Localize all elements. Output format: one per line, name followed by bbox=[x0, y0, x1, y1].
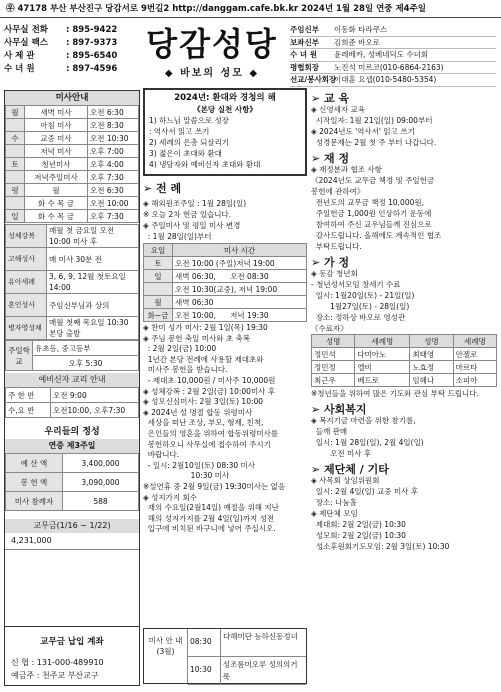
staff-name: 이동화 타라쿠스 bbox=[334, 25, 388, 34]
contact-label: 수 녀 원 bbox=[4, 64, 35, 74]
text-line: 장소: 나눔홀 bbox=[311, 498, 357, 507]
section-marker: ➢ bbox=[311, 152, 325, 165]
school-table bbox=[5, 340, 139, 371]
mass-day: 일 bbox=[6, 210, 25, 223]
notice-item: 3) 젊은이 초대와 환대 bbox=[149, 149, 222, 158]
prayer-row bbox=[6, 388, 139, 403]
section-jaejeong-title bbox=[311, 153, 497, 164]
text-line: ◈ 찬미 성가 미사: 2월 1일(목) 19:30 bbox=[143, 323, 268, 332]
mass-name: 청년미사 bbox=[25, 158, 88, 171]
jr-table bbox=[143, 243, 307, 322]
section-title-text: 제단체 / 기타 bbox=[324, 463, 389, 476]
page-title: 당감성당 bbox=[146, 25, 278, 63]
bottom-mid-box bbox=[143, 628, 307, 684]
staff-role: 수 녀 원 bbox=[290, 50, 317, 59]
mass-name: 화 수 목 금 bbox=[25, 210, 88, 223]
graduate-header-cell: 성명 bbox=[312, 335, 355, 348]
contact-value: 897-9373 bbox=[72, 38, 118, 48]
info-row bbox=[6, 225, 139, 248]
text-line: 주일헌금 1,000원 인상하기 운동에 bbox=[311, 209, 432, 218]
bottom-mid-text: 성조롬미오루 성의의거룩 bbox=[222, 660, 298, 681]
text-line: 참여하여 주신 교우님들께 진심으로 bbox=[311, 220, 432, 229]
section-title-text: 가 정 bbox=[324, 256, 350, 269]
mass-name: 교중 미사 bbox=[25, 132, 88, 145]
mass-day: 평 bbox=[6, 184, 25, 197]
graduate-cell: 다미아노 bbox=[355, 348, 410, 361]
school-row: 오후 5:30 bbox=[33, 356, 139, 371]
text-line: 부탁드립니다. bbox=[311, 242, 362, 251]
notice-box bbox=[143, 88, 307, 176]
contact-row bbox=[4, 24, 128, 37]
staff-name: 이대훈 요셉(010-5480-5354) bbox=[334, 75, 437, 84]
staff-row bbox=[290, 49, 496, 62]
mass-day: 월 bbox=[6, 106, 25, 119]
bottom-mid-label: 미사 안 내 (3월) bbox=[144, 629, 188, 683]
section-marker: ➢ bbox=[311, 92, 325, 105]
text-line: : 1월 28일(일)부터 bbox=[143, 232, 212, 241]
text-line: 재의 수요일(2월14일) 예절을 위해 지난 bbox=[143, 503, 279, 513]
left-column bbox=[4, 90, 140, 686]
jr-day bbox=[144, 283, 173, 296]
account-line: 예금주 : 천주교 부산교구 bbox=[11, 671, 99, 680]
contact-colon: : bbox=[66, 38, 73, 48]
mass-name: 저녁 미사 bbox=[25, 145, 88, 158]
stats-label: 미사 참례자 bbox=[6, 492, 63, 511]
graduate-cell: 임혜나 bbox=[410, 374, 453, 387]
text-line: - 청년성서모임 창세기 수료 bbox=[311, 280, 401, 289]
contact-colon: : bbox=[66, 64, 73, 74]
graduate-header bbox=[312, 335, 497, 348]
mass-name: 화 수 목 금 bbox=[25, 197, 88, 210]
graduate-header-cell: 세례명 bbox=[453, 335, 496, 348]
jr-row bbox=[144, 257, 307, 270]
graduate-cell: 베드로 bbox=[355, 374, 410, 387]
graduate-cell: 노효정 bbox=[410, 361, 453, 374]
notice-item: 4) 냉담자와 예비신자 초대와 환대 bbox=[149, 160, 261, 169]
mass-time: 오후 7:30 bbox=[88, 210, 139, 223]
contact-value: 895-9422 bbox=[72, 25, 118, 35]
notice-sub: 《본당 실천 사항》 bbox=[193, 105, 257, 114]
text-line: ◈ 주님 봉헌 축일 미사와 초 축복 bbox=[143, 333, 251, 343]
section-title-text: 사회복지 bbox=[324, 403, 367, 416]
text-line: 바랍니다. bbox=[143, 450, 180, 460]
mass-day: 토 bbox=[6, 158, 25, 171]
section-jedan-title bbox=[311, 464, 497, 475]
mass-name: 저녁주일미사 bbox=[25, 171, 88, 184]
section-marker: ➢ bbox=[311, 256, 325, 269]
graduate-cell: 최근우 bbox=[312, 374, 355, 387]
stats-value: 588 bbox=[63, 492, 139, 511]
section-marker: ➢ bbox=[311, 403, 325, 416]
mass-row bbox=[6, 158, 139, 171]
jr-header-cell: 미사 시간 bbox=[173, 244, 307, 257]
stats-row bbox=[6, 473, 139, 492]
text-line: 성모회: 2월 2일(금) 10:30 bbox=[311, 531, 406, 540]
text-line: ◈ 재정분과 협조 사항 bbox=[311, 165, 382, 174]
text-line: 오전 미사 후 bbox=[311, 449, 372, 458]
contact-label: 사무실 전화 bbox=[4, 25, 49, 35]
text-line: ◈ 주일미사 및 평일 미사 변경 bbox=[143, 221, 241, 230]
graduate-cell: 정민정 bbox=[312, 361, 355, 374]
contact-list bbox=[4, 24, 128, 76]
account-box bbox=[5, 626, 139, 685]
mass-time: 오후 7:30 bbox=[88, 171, 139, 184]
section-title-text: 전 례 bbox=[156, 182, 182, 195]
staff-row bbox=[290, 62, 496, 75]
section-title-text: 재 정 bbox=[324, 152, 350, 165]
stats-value: 3,090,000 bbox=[63, 473, 139, 492]
graduate-row bbox=[312, 374, 497, 387]
account-line: 신 협 : 131-000-489910 bbox=[11, 658, 104, 667]
text-line: 성소후원회기도모임: 2월 3일(토) 10:30 bbox=[311, 542, 450, 551]
info-text: 매월 첫째 목요일 10:30 본당 출발 bbox=[47, 317, 139, 340]
mass-time: 오후 7:00 bbox=[88, 145, 139, 158]
jr-row bbox=[144, 270, 307, 283]
right-column bbox=[311, 88, 497, 688]
period-value: 4,231,000 bbox=[5, 533, 139, 550]
text-line: 은인들의 영혼을 위하여 합동위령미사를 bbox=[143, 428, 279, 438]
stats-label: 봉 헌 액 bbox=[6, 473, 63, 492]
text-line: ◈ 성모신심미사: 2월 3일(토) 10:00 bbox=[143, 397, 264, 407]
section-gajeong-title bbox=[311, 257, 497, 268]
notice-item: 1) 하느님 말씀으로 성장 bbox=[149, 116, 230, 125]
mass-day bbox=[6, 197, 25, 210]
contact-row bbox=[4, 37, 128, 50]
page-subtitle: ◆ 바보의 성모 ◆ bbox=[164, 68, 260, 79]
jr-text: 오전 10:00, 저녁 19:30 bbox=[173, 309, 307, 322]
contact-value: 895-6540 bbox=[72, 51, 118, 61]
text-line: ◈ 해외원조주일 : 1월 28일(일) bbox=[143, 199, 247, 208]
text-line: 해의 성지가지를 2월 4일(일)까지 성전 bbox=[143, 513, 275, 523]
text-line: 전년도의 교무금 책정 10,000원, bbox=[311, 198, 424, 207]
jr-row bbox=[144, 296, 307, 309]
text-line: 1월27일(토) - 28일(일) bbox=[311, 302, 410, 311]
info-label: 혼인성사 bbox=[6, 294, 47, 317]
mass-name: 월 bbox=[25, 184, 88, 197]
mass-day bbox=[6, 119, 25, 132]
jr-text: 새벽 06:30 bbox=[173, 296, 307, 309]
text-line: ◈ 동감 청년회 bbox=[311, 269, 358, 278]
stats-title: 우리들의 정성 bbox=[44, 427, 100, 437]
title-block bbox=[136, 24, 288, 82]
info-label: 유아세례 bbox=[6, 271, 47, 294]
mass-time: 오전 10:00 bbox=[88, 197, 139, 210]
contact-label: 사 제 관 bbox=[4, 51, 35, 61]
mass-table bbox=[5, 105, 139, 223]
text-line: 미사주 봉헌을 받습니다. bbox=[143, 365, 228, 375]
graduate-row bbox=[312, 348, 497, 361]
staff-role: 보좌신부 bbox=[290, 37, 319, 47]
stats-table bbox=[5, 453, 139, 511]
info-text: 매월 첫 금요일 오전 10:00 미사 후 bbox=[47, 225, 139, 248]
middle-column bbox=[143, 88, 307, 688]
period-label: 교무금(1/16 ~ 1/22) bbox=[5, 519, 139, 533]
text-line: ◈ 사목회 상임위원회 bbox=[311, 476, 380, 485]
text-line: ◈ 복지기금 마련을 위한 참기름, bbox=[311, 416, 416, 425]
jr-header-row bbox=[144, 244, 307, 257]
text-line: 시작일자: 1월 21일(일) 09:00부터 bbox=[311, 116, 433, 125]
contact-label: 사무실 팩스 bbox=[4, 38, 49, 48]
mass-time: 오전 6:30 bbox=[88, 106, 139, 119]
staff-role: 선교/봉사회장 bbox=[290, 75, 337, 84]
prayer-table bbox=[5, 387, 139, 418]
prayer-time: 오전 9:00 bbox=[51, 388, 139, 403]
text-line: 1년간 본당 전례에 사용할 제대초와 bbox=[143, 354, 264, 364]
prayer-time: 오전10:00, 오후7:30 bbox=[51, 403, 139, 418]
graduate-row bbox=[312, 361, 497, 374]
section-marker: ➢ bbox=[311, 463, 325, 476]
info-row bbox=[6, 317, 139, 340]
text-line: ※설연휴 중 2월 9일(금) 19:30미사는 없음 bbox=[143, 481, 286, 491]
graduate-header-cell: 세례명 bbox=[355, 335, 410, 348]
mass-day: 수 bbox=[6, 132, 25, 145]
text-line: 장소: 정하상 바오로 영성관 bbox=[311, 313, 406, 322]
jr-row bbox=[144, 283, 307, 296]
text-line: - 제대초 10,000원 / 미사주 10,000원 bbox=[143, 375, 276, 385]
notice-item: 2) 세례의 은총 되살리기 bbox=[149, 138, 230, 147]
info-text: 매 미사 30분 전 bbox=[47, 248, 139, 271]
section-gyoyuk-title bbox=[311, 93, 497, 104]
mass-day bbox=[6, 171, 25, 184]
text-line: 일시: 1월20일(토) - 21일(일) bbox=[311, 291, 415, 300]
mass-row bbox=[6, 184, 139, 197]
text-line: : 2월 2일(금) 10:00 bbox=[143, 344, 217, 354]
staff-row bbox=[290, 37, 496, 50]
info-label: 병자영성체 bbox=[6, 317, 47, 340]
contact-colon: : bbox=[66, 51, 73, 61]
contact-row bbox=[4, 63, 128, 76]
text-line: 입구에 비치된 바구니에 넣어 주십시오. bbox=[143, 524, 276, 534]
contact-row bbox=[4, 50, 128, 63]
mass-time: 오전 6:30 bbox=[88, 184, 139, 197]
text-line: 일시: 1월 28일(일), 2월 4일(일) bbox=[311, 438, 424, 447]
contact-value: 897-4596 bbox=[72, 64, 118, 74]
bottom-mid-row bbox=[188, 657, 306, 685]
staff-row bbox=[290, 24, 496, 37]
contact-colon: : bbox=[66, 25, 73, 35]
staff-list bbox=[290, 24, 496, 87]
graduate-cell: 정민석 bbox=[312, 348, 355, 361]
mass-name: 새벽 미사 bbox=[25, 106, 88, 119]
mass-row bbox=[6, 171, 139, 184]
text-line: 들깨 판매 bbox=[311, 427, 348, 436]
prayer-day: 주 한 반 bbox=[6, 388, 51, 403]
jr-day: 일 bbox=[144, 270, 173, 283]
graduate-cell: 최태영 bbox=[410, 348, 453, 361]
mass-row bbox=[6, 132, 139, 145]
jr-text: 오전 10:30(교중), 저녁 19:00 bbox=[173, 283, 307, 296]
text-line: 세상을 떠난 조상, 부모, 형제, 친척, bbox=[143, 418, 264, 428]
info-text: 3, 6, 9, 12월 첫토요일 14:00 bbox=[47, 271, 139, 294]
graduate-cell: 안젤로 bbox=[453, 348, 496, 361]
info-label: 성체강복 bbox=[6, 225, 47, 248]
mass-name: 아침 미사 bbox=[25, 119, 88, 132]
notice-item: : 역사서 읽고 쓰기 bbox=[149, 127, 210, 136]
section-sahoe-title bbox=[311, 404, 497, 415]
jr-text: 새벽 06:30, 오전 08:30 bbox=[173, 270, 307, 283]
stats-label: 예 산 액 bbox=[6, 454, 63, 473]
mass-row bbox=[6, 210, 139, 223]
info-text: 주임신부님과 상의 bbox=[47, 294, 139, 317]
graduate-cell: 소피아 bbox=[453, 374, 496, 387]
text-line: ※ 오늘 2차 헌금 있습니다. bbox=[143, 210, 232, 219]
text-line: ◈ 신영세자 교육 bbox=[311, 105, 366, 114]
text-line: 10:30 미사 bbox=[143, 471, 230, 481]
jr-row bbox=[144, 309, 307, 322]
stats-row bbox=[6, 492, 139, 511]
text-line: ◈ 성지가지 회수 bbox=[143, 492, 198, 502]
jr-day: 토 bbox=[144, 257, 173, 270]
text-line: - 일시: 2월10일(토) 08:30 미사 bbox=[143, 460, 256, 470]
mass-row bbox=[6, 197, 139, 210]
text-line: 봉헌하오니 사무실에 접수하여 주시기 bbox=[143, 439, 271, 449]
mass-header: 미사안내 bbox=[5, 91, 139, 105]
header-bar: ㉾ 47178 부산 부산진구 당감서로 9번길2 http://danggam.cafe.bk.kr 2024년 1월 28일 연중 제4주일 bbox=[0, 0, 501, 18]
jr-text: 오전 10:00 (주일)저녁 19:00 bbox=[173, 257, 307, 270]
staff-role: 평협회장 bbox=[290, 62, 319, 72]
staff-row bbox=[290, 74, 496, 87]
school-label: 주일학교 bbox=[6, 341, 33, 371]
graduate-cell: 마르타 bbox=[453, 361, 496, 374]
mass-time: 오후 4:00 bbox=[88, 158, 139, 171]
info-row bbox=[6, 294, 139, 317]
mass-row bbox=[6, 145, 139, 158]
staff-name: 노진석 미르코(010-6864-2163) bbox=[334, 62, 444, 72]
graduate-header-cell: 성명 bbox=[410, 335, 453, 348]
prayer-day: 수,요 반 bbox=[6, 403, 51, 418]
bottom-mid-time: 10:30 bbox=[188, 657, 221, 684]
bottom-mid-time: 08:30 bbox=[188, 629, 221, 656]
jr-header-cell: 요일 bbox=[144, 244, 173, 257]
stats-row bbox=[6, 454, 139, 473]
mass-row bbox=[6, 119, 139, 132]
jr-day: 화~금 bbox=[144, 309, 173, 322]
text-line: 일시: 2월 4일(일) 교중 미사 후 bbox=[311, 487, 419, 496]
mass-row bbox=[6, 106, 139, 119]
info-row bbox=[6, 271, 139, 294]
graduate-cell: 엘비 bbox=[355, 361, 410, 374]
staff-role: 주임신부 bbox=[290, 25, 319, 34]
text-line: ◈ 성체강복 : 2월 2일(금) 10:00미사 후 bbox=[143, 386, 276, 396]
section-jeonryeong-title: ➢ 전 례 bbox=[143, 182, 182, 195]
graduate-table bbox=[311, 334, 497, 387]
mass-time: 오전 10:30 bbox=[88, 132, 139, 145]
text-line: 감사드립니다. 올해에도 계속적인 협조 bbox=[311, 231, 442, 240]
info-label: 고해성사 bbox=[6, 248, 47, 271]
text-line: ◈ 2024년도 '역사서' 읽고 쓰기 bbox=[311, 127, 415, 136]
stats-value: 3,400,000 bbox=[63, 454, 139, 473]
bottom-mid-text: 다해미단 능하신동정녀 bbox=[223, 632, 298, 641]
prayer-header: 예비신자 교리 안내 bbox=[5, 373, 139, 387]
staff-name: 윤레베카, 성베네딕도 수녀회 bbox=[334, 50, 429, 59]
bottom-mid-row bbox=[188, 629, 306, 657]
mass-time: 오전 8:30 bbox=[88, 119, 139, 132]
prayer-row bbox=[6, 403, 139, 418]
info-table bbox=[5, 224, 139, 340]
gajeong-footer: ※청년들을 위하여 많은 기도와 관심 부탁 드립니다. bbox=[311, 389, 479, 398]
stats-subtitle: 연중 제3주일 bbox=[5, 439, 139, 453]
school-row: 유초등, 중고등부 bbox=[33, 341, 139, 356]
jr-day: 월 bbox=[144, 296, 173, 309]
staff-name: 김희준 바오로 bbox=[334, 37, 380, 47]
mass-day bbox=[6, 145, 25, 158]
section-title-text: 교 육 bbox=[324, 92, 350, 105]
info-row bbox=[6, 248, 139, 271]
text-line: ◈ 제단체 모임 bbox=[311, 509, 358, 518]
text-line: ◈ 2024년 설 명절 합동 위령미사 bbox=[143, 407, 253, 417]
account-title: 교무금 납입 계좌 bbox=[40, 637, 104, 647]
text-line: 봉헌에 관하여》 bbox=[311, 187, 365, 196]
text-line: 《2024년도 교무금 책정 및 주일헌금 bbox=[311, 176, 435, 185]
notice-title: 2024년: 환대와 경청의 해 bbox=[174, 93, 276, 103]
text-line: 성경문제는 2월 첫 주 부터 나갑니다. bbox=[311, 138, 437, 147]
text-line: 제대회: 2월 2일(금) 10:30 bbox=[311, 520, 406, 529]
text-line: 《수료자》 bbox=[311, 324, 348, 333]
